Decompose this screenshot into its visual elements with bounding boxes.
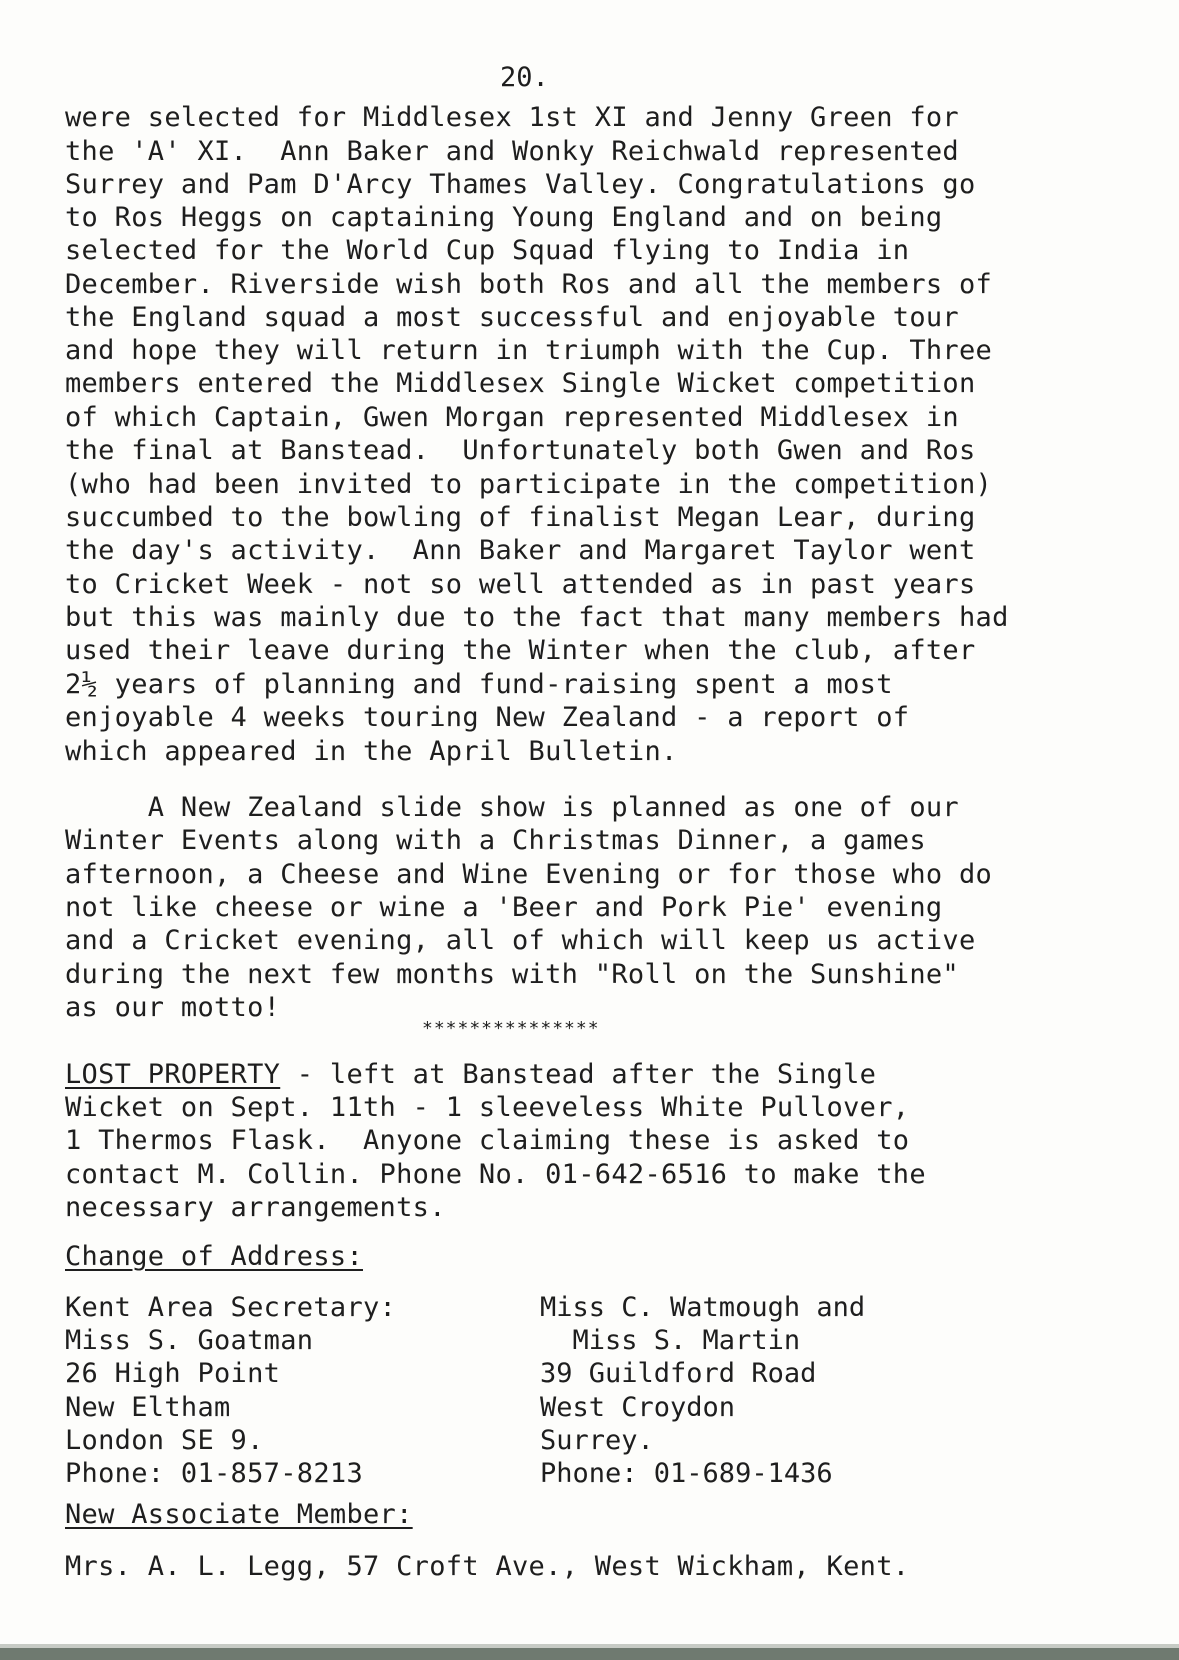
- lost-property-first-line: [65, 1060, 876, 1090]
- address-right-line: Miss C. Watmough and: [540, 1292, 866, 1323]
- text-line: - left at Banstead after the Single: [280, 1059, 877, 1090]
- text-line: during the next few months with "Roll on the Sunshine": [65, 959, 959, 990]
- text-line: afternoon, a Cheese and Wine Evening or for those who do: [65, 859, 993, 890]
- address-right-line: 39 Guildford Road: [540, 1358, 817, 1389]
- section-separator: ***************: [422, 1018, 600, 1039]
- text-line: 2½ years of planning and fund-raising spent a most: [65, 669, 893, 700]
- address-left-line: Miss S. Goatman: [65, 1325, 314, 1356]
- address-left-line: Phone: 01-857-8213: [65, 1458, 363, 1489]
- text-line: and hope they will return in triumph with the Cup. Three: [65, 335, 993, 366]
- scan-border: [0, 1648, 1179, 1660]
- address-left-line: 26 High Point: [65, 1358, 281, 1389]
- text-line: the day's activity. Ann Baker and Margaret Taylor went: [65, 535, 976, 566]
- text-line: members entered the Middlesex Single Wicket competition: [65, 368, 976, 399]
- heading-text: New Associate Member:: [65, 1499, 413, 1530]
- text-line: contact M. Collin. Phone No. 01-642-6516 to make the: [65, 1159, 926, 1190]
- text-line: the England squad a most successful and enjoyable tour: [65, 302, 959, 333]
- text-line: used their leave during the Winter when the club, after: [65, 635, 976, 666]
- text-line: of which Captain, Gwen Morgan represented Middlesex in: [65, 402, 959, 433]
- address-right-line: Miss S. Martin: [540, 1325, 801, 1356]
- address-right-line: West Croydon: [540, 1392, 736, 1423]
- address-left-line: New Eltham: [65, 1392, 231, 1423]
- text-line: the final at Banstead. Unfortunately both Gwen and Ros: [65, 435, 976, 466]
- text-line: succumbed to the bowling of finalist Megan Lear, during: [65, 502, 976, 533]
- address-left-line: Kent Area Secretary:: [65, 1292, 397, 1323]
- heading-text: Change of Address:: [65, 1241, 363, 1272]
- text-line: and a Cricket evening, all of which will keep us active: [65, 925, 976, 956]
- text-line: to Cricket Week - not so well attended as in past years: [65, 569, 976, 600]
- text-line: but this was mainly due to the fact that many members had: [65, 602, 1009, 633]
- text-line: A New Zealand slide show is planned as one of our: [65, 792, 959, 823]
- address-right-line: Surrey.: [540, 1425, 654, 1456]
- text-line: not like cheese or wine a 'Beer and Pork Pie' evening: [65, 892, 943, 923]
- text-line: selected for the World Cup Squad flying to India in: [65, 235, 910, 266]
- text-line: December. Riverside wish both Ros and all the members of: [65, 269, 993, 300]
- text-line: Wicket on Sept. 11th - 1 sleeveless White Pullover,: [65, 1092, 910, 1123]
- text-line: Surrey and Pam D'Arcy Thames Valley. Congratulations go: [65, 169, 976, 200]
- page-number: 20.: [500, 62, 549, 93]
- text-line: were selected for Middlesex 1st XI and Jenny Green for: [65, 102, 959, 133]
- text-line: which appeared in the April Bulletin.: [65, 736, 678, 767]
- address-right-line: Phone: 01-689-1436: [540, 1458, 833, 1489]
- text-line: (who had been invited to participate in the competition): [65, 469, 993, 500]
- new-associate-member-heading: [65, 1500, 413, 1530]
- address-left-line: London SE 9.: [65, 1425, 264, 1456]
- text-line: 1 Thermos Flask. Anyone claiming these is asked to: [65, 1125, 910, 1156]
- change-of-address-heading: [65, 1242, 363, 1272]
- text-line: Winter Events along with a Christmas Dinner, a games: [65, 825, 926, 856]
- text-line: to Ros Heggs on captaining Young England and on being: [65, 202, 943, 233]
- text-line: the 'A' XI. Ann Baker and Wonky Reichwald represented: [65, 136, 959, 167]
- text-line: necessary arrangements.: [65, 1192, 446, 1223]
- text-line: enjoyable 4 weeks touring New Zealand - a report of: [65, 702, 910, 733]
- text-line: as our motto!: [65, 992, 281, 1023]
- lost-property-heading: LOST PROPERTY: [65, 1059, 281, 1090]
- new-associate-member-entry: Mrs. A. L. Legg, 57 Croft Ave., West Wickham, Kent.: [65, 1551, 910, 1582]
